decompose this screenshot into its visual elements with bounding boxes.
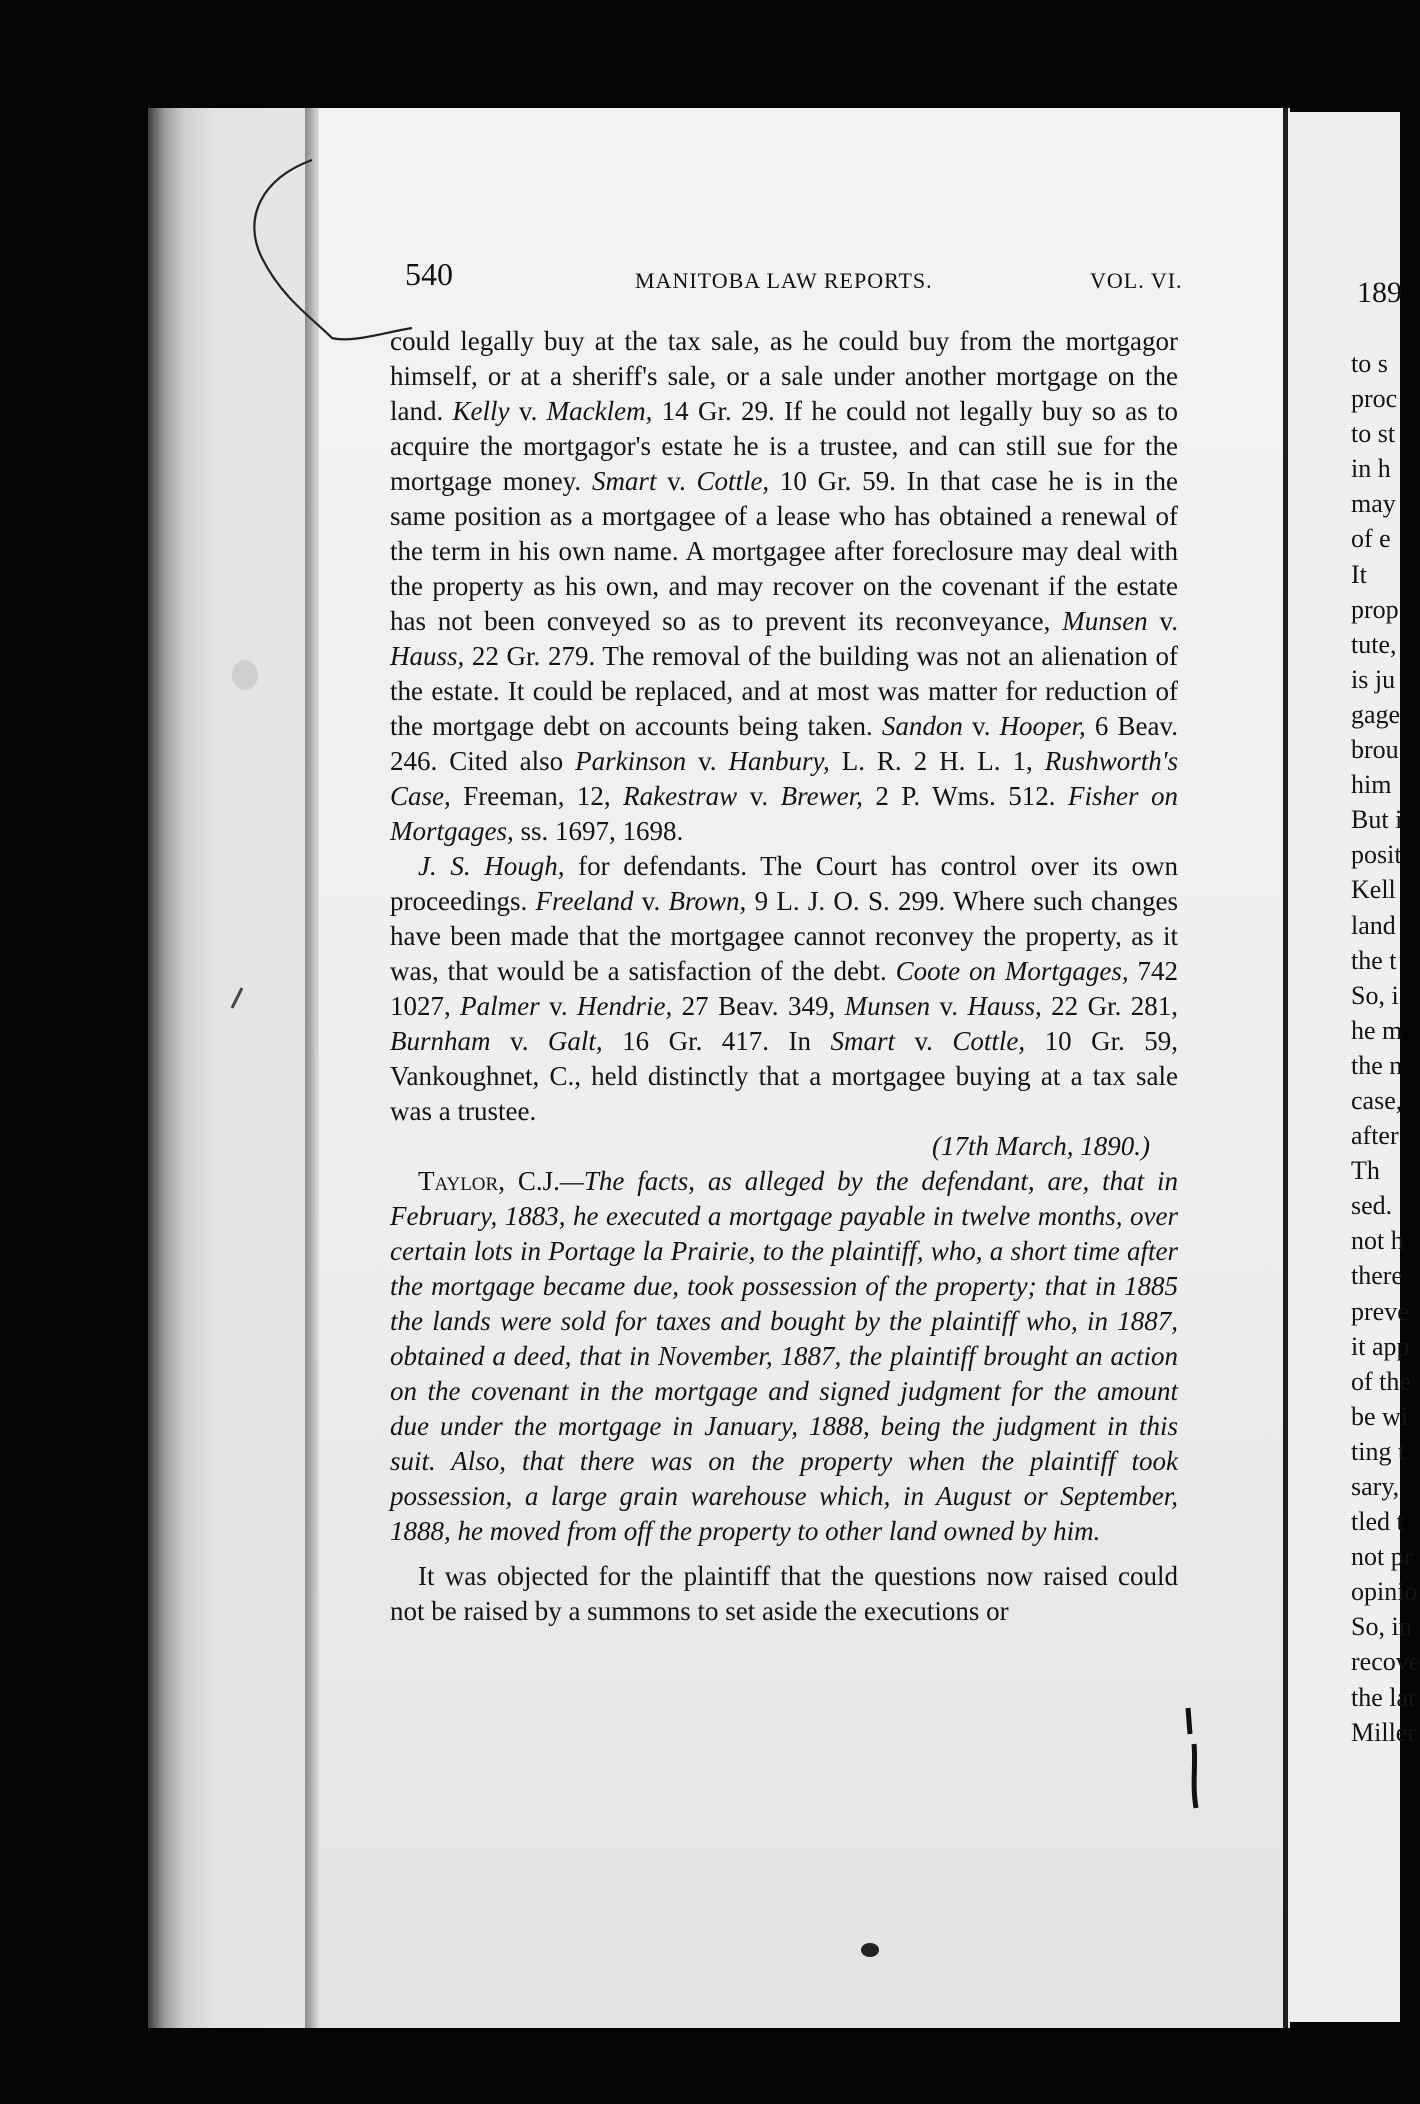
facing-page-line: to s (1351, 349, 1388, 378)
facing-page-text (1351, 346, 1420, 1750)
text-run: Cottle, (696, 466, 770, 496)
facing-page-line: gage (1351, 699, 1401, 729)
text-run: Parkinson (575, 746, 687, 776)
text-run: Burnham (390, 1026, 491, 1056)
facing-page-line: be wi (1351, 1401, 1409, 1431)
facing-page-line: not pr (1351, 1542, 1413, 1572)
facing-page-line: proc (1351, 384, 1398, 414)
facing-page-line: the t (1351, 945, 1397, 975)
text-run: Taylor, C.J. (418, 1166, 560, 1196)
text-run: Munsen (844, 991, 931, 1021)
text-run: J. S. Hough, (418, 851, 565, 881)
scan-blemish (232, 660, 258, 690)
facing-page-line: ting t (1351, 1436, 1406, 1466)
text-run: 9 L. J. O. S. 299. Where such changes have been made that the mortgagee cannot reconvey the property, as it was, that would be a satisfaction of the debt. (390, 886, 1178, 986)
text-run: v. (930, 991, 968, 1021)
running-title: MANITOBA LAW REPORTS. (635, 268, 933, 293)
facing-page-line: there (1351, 1261, 1403, 1291)
text-run: Fisher on Mortgages, (390, 781, 1179, 846)
text-run: v. (1147, 606, 1179, 636)
text-run: 22 Gr. 281, (1041, 991, 1178, 1021)
text-run: Brewer, (780, 781, 863, 811)
text-run: Hooper, (999, 711, 1086, 741)
margin-bracket-icon (1178, 1704, 1214, 1814)
text-run: 16 Gr. 417. In (602, 1026, 831, 1056)
facing-page-line: So, i (1351, 980, 1399, 1010)
text-run: v. (490, 1026, 548, 1056)
text-run: 742 1027, (390, 956, 1178, 1021)
text-run: Hauss, (967, 991, 1042, 1021)
facing-page-line: sary, (1351, 1472, 1400, 1501)
facing-page-line: But i (1351, 805, 1403, 835)
facing-page-line: Th (1351, 1156, 1380, 1186)
text-run: Smart (591, 466, 657, 496)
facing-page-line: brou (1351, 735, 1399, 765)
text-run: Freeland (535, 886, 634, 916)
text-run: Hendrie, (577, 991, 673, 1021)
facing-page-line: the lar (1351, 1682, 1417, 1712)
page-gutter (1283, 108, 1288, 2028)
text-run: for defendants. The Court has control over its own proceedings. (390, 851, 1178, 916)
facing-page-line: prop (1351, 594, 1399, 624)
facing-page-line: of e (1351, 524, 1391, 554)
facing-page-line: case, (1351, 1085, 1403, 1115)
text-run: could legally buy at the tax sale, as he could buy from the mortgagor himself, or at a sheriff's sale, or a sale under another mortgage on the land. (390, 326, 1178, 426)
facing-page-line: in h (1351, 454, 1391, 484)
facing-page-line: him (1351, 770, 1392, 800)
defendant-argument-paragraph (390, 849, 1178, 1129)
facing-page-line: of the (1351, 1366, 1411, 1396)
text-run: Galt, (547, 1026, 603, 1056)
facing-page-number: 189 (1357, 276, 1402, 309)
text-run: L. R. 2 H. L. 1, (829, 746, 1045, 776)
text-run: 22 Gr. 279. The removal of the building was not an alienation of the estate. It could be replaced, and at most was matter for reduction of the mortgage debt on accounts being taken. (390, 641, 1178, 741)
argument-paragraph (390, 324, 1178, 849)
judgment-paragraph (390, 1164, 1178, 1549)
objection-paragraph: It was objected for the plaintiff that the questions now raised could not be raised by a summons to set aside the executions or (390, 1561, 1178, 1626)
text-run: 2 P. Wms. 512. (862, 781, 1069, 811)
text-run: v. (686, 746, 729, 776)
text-run: v. (962, 711, 1000, 741)
text-run: Munsen (1062, 606, 1148, 636)
text-run: 14 Gr. 29. If he could not legally buy so as to acquire the mortgagor's estate he is a trustee, and can still sue for the mortgage money. (390, 396, 1178, 496)
body-text (390, 324, 1178, 1629)
facing-page-line: It (1351, 559, 1367, 589)
text-run: Kelly (452, 396, 510, 426)
facing-page-line: to st (1351, 419, 1396, 449)
facing-page-line: the n (1351, 1050, 1403, 1080)
text-run: Hauss, (390, 641, 465, 671)
text-run: v. (737, 781, 781, 811)
text-run: Cottle, (952, 1026, 1026, 1056)
facing-page-line: land (1351, 910, 1396, 940)
text-run: Rakestraw (623, 781, 738, 811)
text-run: 10 Gr. 59. In that case he is in the same position as a mortgagee of a lease who has obtained a renewal of the term in his own name. A mortgagee after foreclosure may deal with the property as his own, and may recover on the covenant if the estate has not been conveyed so as to prevent its reconveyance, (390, 466, 1179, 636)
text-run: ss. 1697, 1698. (513, 816, 684, 846)
facing-page-line: So, in (1351, 1612, 1412, 1642)
text-run: Hanbury, (728, 746, 830, 776)
text-run: v. (894, 1026, 953, 1056)
facing-page-line: preve (1351, 1296, 1409, 1326)
facing-page-line: may (1351, 489, 1396, 519)
text-run: 10 Gr. 59, Vankoughnet, C., held distinctly that a mortgagee buying at a tax sale was a trustee. (390, 1026, 1179, 1126)
facing-page-line: is ju (1351, 664, 1396, 694)
facing-page-line: sed. (1351, 1191, 1393, 1221)
text-run: v. (509, 396, 547, 426)
text-run: Brown, (668, 886, 747, 916)
ink-blot-icon (858, 1940, 882, 1960)
text-run: Freeman, 12, (450, 781, 624, 811)
judgment-date: (17th March, 1890.) (932, 1131, 1150, 1161)
text-run: Smart (830, 1026, 895, 1056)
text-run: 6 Beav. 246. Cited also (390, 711, 1178, 776)
page-edge-shadow (305, 108, 319, 2028)
text-run: Coote on Mortgages, (895, 956, 1129, 986)
facing-page-line: posit (1351, 840, 1402, 870)
facing-page-line: Miller (1351, 1717, 1416, 1747)
text-run: Sandon (881, 711, 963, 741)
text-run: Palmer (460, 991, 540, 1021)
volume-label: VOL. VI. (1090, 268, 1183, 293)
facing-page-line: tled t (1351, 1507, 1404, 1537)
facing-page-line: it app (1351, 1331, 1410, 1361)
text-run: 27 Beav. 349, (672, 991, 845, 1021)
facing-page-line: tute, (1351, 629, 1397, 659)
text-run: v. (633, 886, 669, 916)
page-number: 540 (405, 256, 453, 292)
pencil-mark-icon (232, 148, 422, 348)
margin-tick-icon (228, 982, 248, 1012)
facing-page-line: after (1351, 1121, 1399, 1151)
facing-page-line: recove (1351, 1647, 1420, 1677)
text-run: v. (539, 991, 577, 1021)
facing-page-line: Kell (1351, 875, 1396, 905)
text-run: —The facts, as alleged by the defendant, are, that in February, 1883, he executed a mortgage payable in twelve months, over certain lots in Portage la Prairie, to the plaintiff, who, a short time after the mortgage became due, took possession of the property; that in 1885 the lands were sold for taxes and bought by the plaintiff who, in 1887, obtained a deed, that in November, 1887, the plaintiff brought an action on the covenant in the mortgage and signed judgment for the amount due under the mortgage in January, 1888, being the judgment in this suit. Also, that there was on the property when the plaintiff took possession, a large grain warehouse which, in August or September, 1888, he moved from off the property to other land owned by him. (390, 1166, 1178, 1546)
facing-page-line: opinio (1351, 1577, 1418, 1607)
text-run: Rushworth's Case, (390, 746, 1178, 811)
facing-page-line: he m (1351, 1015, 1403, 1045)
facing-page-line: not h (1351, 1226, 1404, 1256)
text-run: v. (656, 466, 697, 496)
text-run: Macklem, (546, 396, 653, 426)
